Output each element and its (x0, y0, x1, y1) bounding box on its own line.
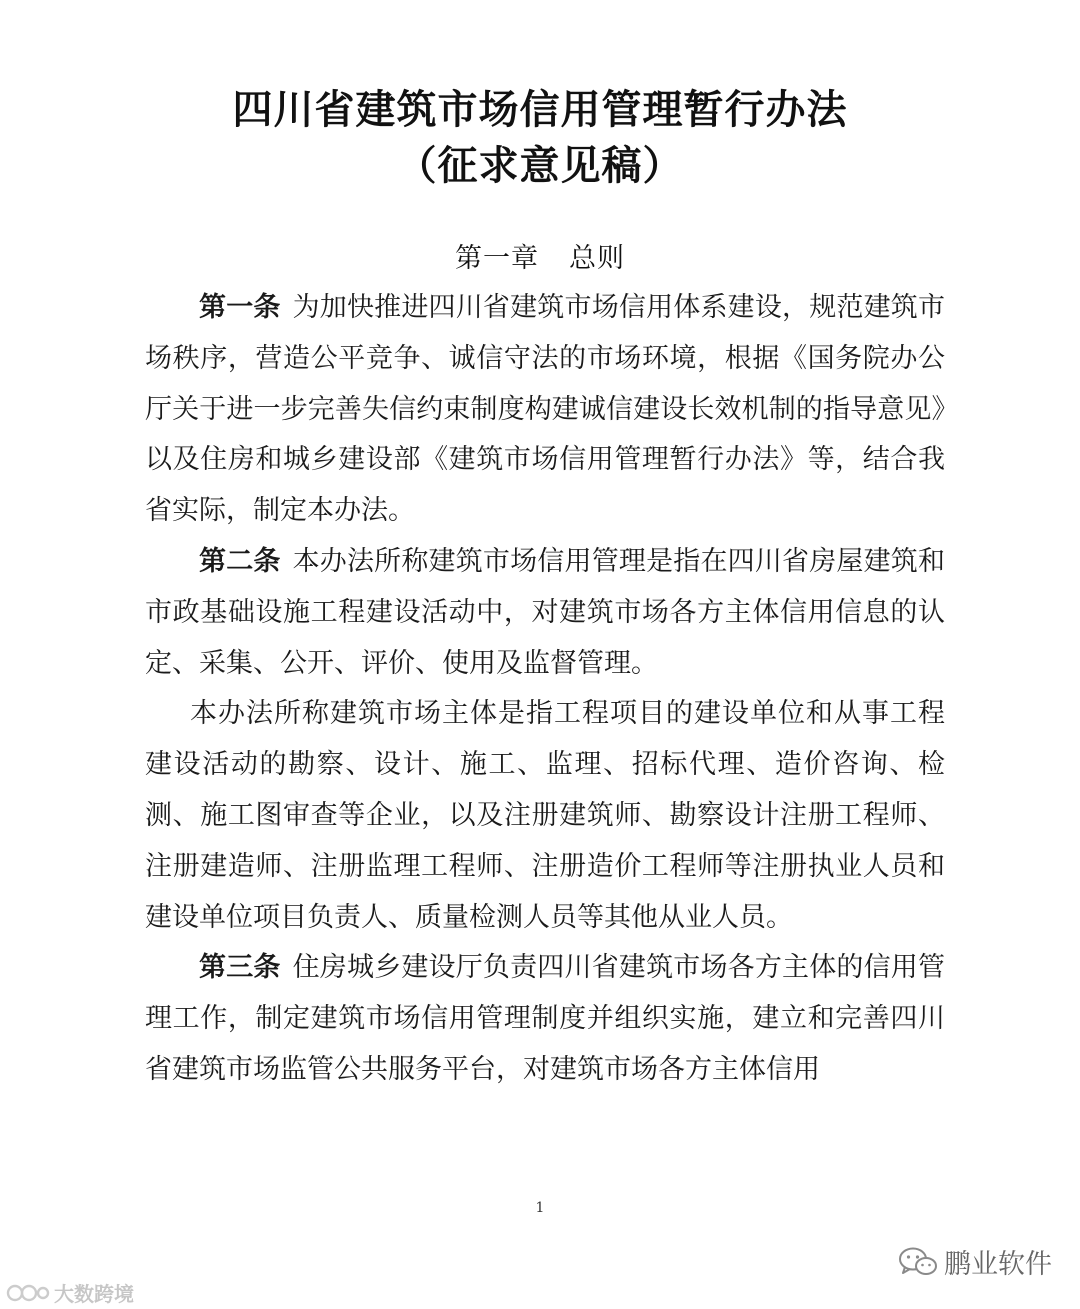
logo-icon (6, 1282, 50, 1304)
watermark-left (6, 1278, 134, 1307)
chapter-heading (0, 236, 1080, 275)
paragraph-text: 为加快推进四川省建筑市场信用体系建设，规范建筑市场秩序，营造公平竞争、诚信守法的市场环境，根据《国务院办公厅关于进一步完善失信约束制度构建诚信建设长效机制的指导意见》以及住房和城乡建设部《建筑市场信用管理暂行办法》等，结合我省实际，制定本办法。 (145, 292, 946, 527)
paragraph-article-1 (145, 283, 945, 537)
chapter-name: 总则 (569, 243, 625, 274)
paragraph-text: 住房城乡建设厅负责四川省建筑市场各方主体的信用管理工作，制定建筑市场信用管理制度并组织实施，建立和完善四川省建筑市场监管公共服务平台，对建筑市场各方主体信用 (145, 952, 946, 1085)
watermark-right (898, 1242, 1052, 1281)
chapter-number: 第一章 (455, 243, 539, 274)
article-label: 第一条 (199, 292, 281, 323)
document-subtitle: （征求意见稿） (396, 143, 684, 189)
watermark-text: 大数跨境 (54, 1282, 134, 1306)
watermark-text: 鹏业软件 (944, 1249, 1052, 1280)
paragraph-article-2 (145, 537, 945, 689)
paragraph-article-3 (145, 943, 945, 1095)
page-number: 1 (535, 1200, 545, 1216)
document-body (145, 283, 945, 1096)
paragraph-article-2-cont (145, 689, 945, 943)
document-title: 四川省建筑市场信用管理暂行办法 (232, 87, 848, 133)
paragraph-text: 本办法所称建筑市场主体是指工程项目的建设单位和从事工程建设活动的勘察、设计、施工、监理、招标代理、造价咨询、检测、施工图审查等企业，以及注册建筑师、勘察设计注册工程师、注册建造师、注册监理工程师、注册造价工程师等注册执业人员和建设单位项目负责人、质量检测人员等其他从业人员。 (145, 698, 945, 933)
paragraph-text: 本办法所称建筑市场信用管理是指在四川省房屋建筑和市政基础设施工程建设活动中，对建筑市场各方主体信用信息的认定、采集、公开、评价、使用及监督管理。 (145, 545, 946, 679)
article-label: 第二条 (199, 545, 281, 577)
wechat-icon (898, 1246, 938, 1278)
article-label: 第三条 (199, 952, 281, 984)
